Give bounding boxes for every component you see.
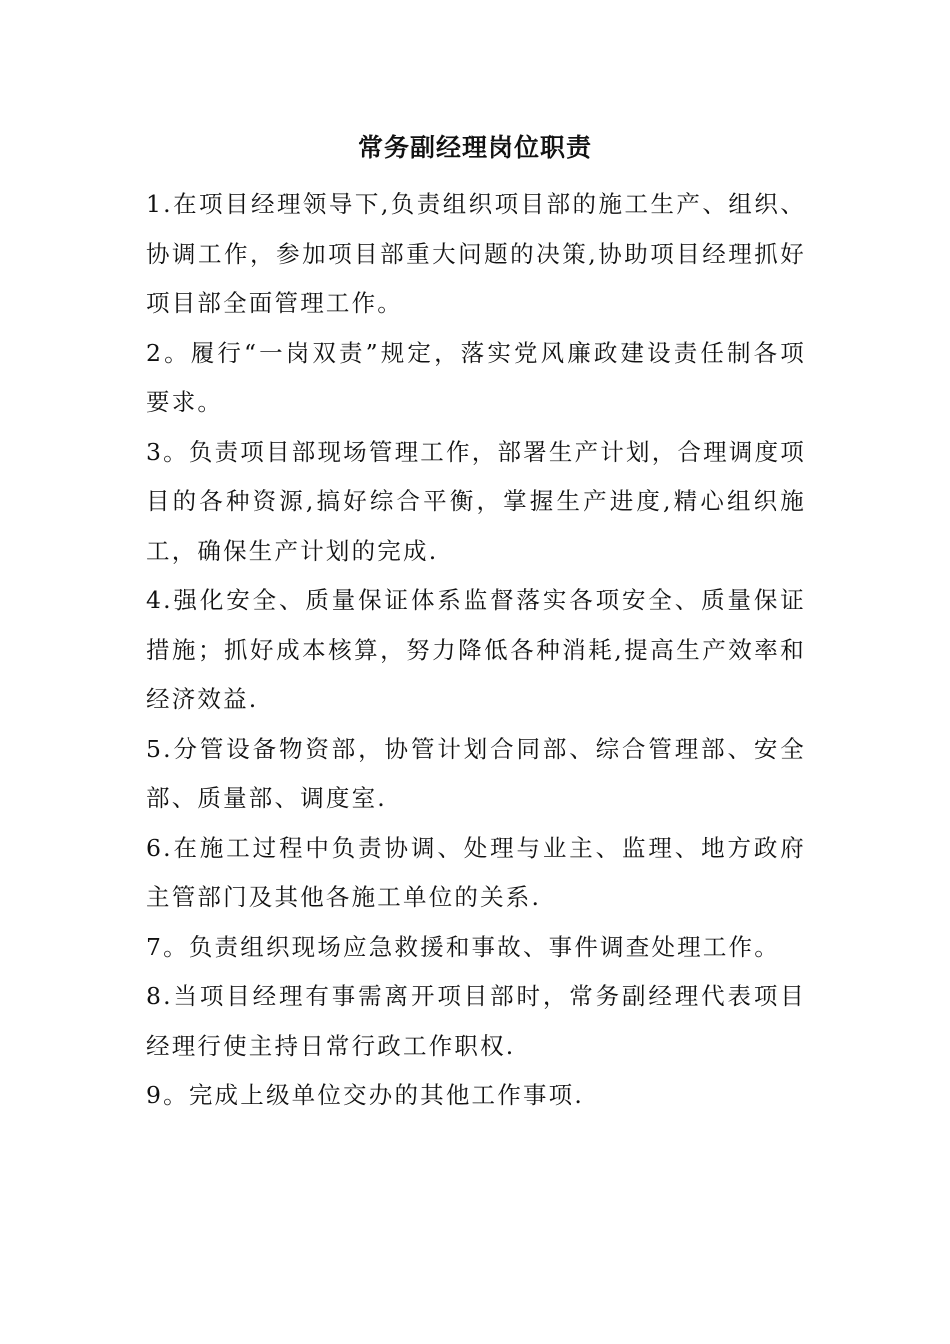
- duty-item-5: 5.分管设备物资部，协管计划合同部、综合管理部、安全部、质量部、调度室.: [146, 734, 806, 812]
- duty-item-9: 9。完成上级单位交办的其他工作事项.: [146, 1081, 585, 1109]
- duty-item-2: 2。履行“一岗双责”规定，落实党风廉政建设责任制各项要求。: [146, 338, 806, 416]
- duty-item-6: 6.在施工过程中负责协调、处理与业主、监理、地方政府主管部门及其他各施工单位的关系.: [146, 833, 806, 911]
- duty-item-3: 3。负责项目部现场管理工作，部署生产计划，合理调度项目的各种资源,搞好综合平衡，掌握生产进度,精心组织施工，确保生产计划的完成.: [146, 437, 806, 565]
- duty-item-4: 4.强化安全、质量保证体系监督落实各项安全、质量保证措施；抓好成本核算，努力降低各种消耗,提高生产效率和经济效益.: [146, 586, 806, 713]
- document-body: [146, 180, 806, 1121]
- duty-item-8: 8.当项目经理有事需离开项目部时，常务副经理代表项目经理行使主持日常行政工作职权.: [146, 982, 806, 1060]
- document-title: 常务副经理岗位职责: [357, 133, 592, 162]
- duty-item-7: 7。负责组织现场应急救援和事故、事件调查处理工作。: [146, 932, 780, 961]
- duty-item-1: 1.在项目经理领导下,负责组织项目部的施工生产、组织、协调工作，参加项目部重大问题的决策,协助项目经理抓好项目部全面管理工作。: [146, 190, 806, 317]
